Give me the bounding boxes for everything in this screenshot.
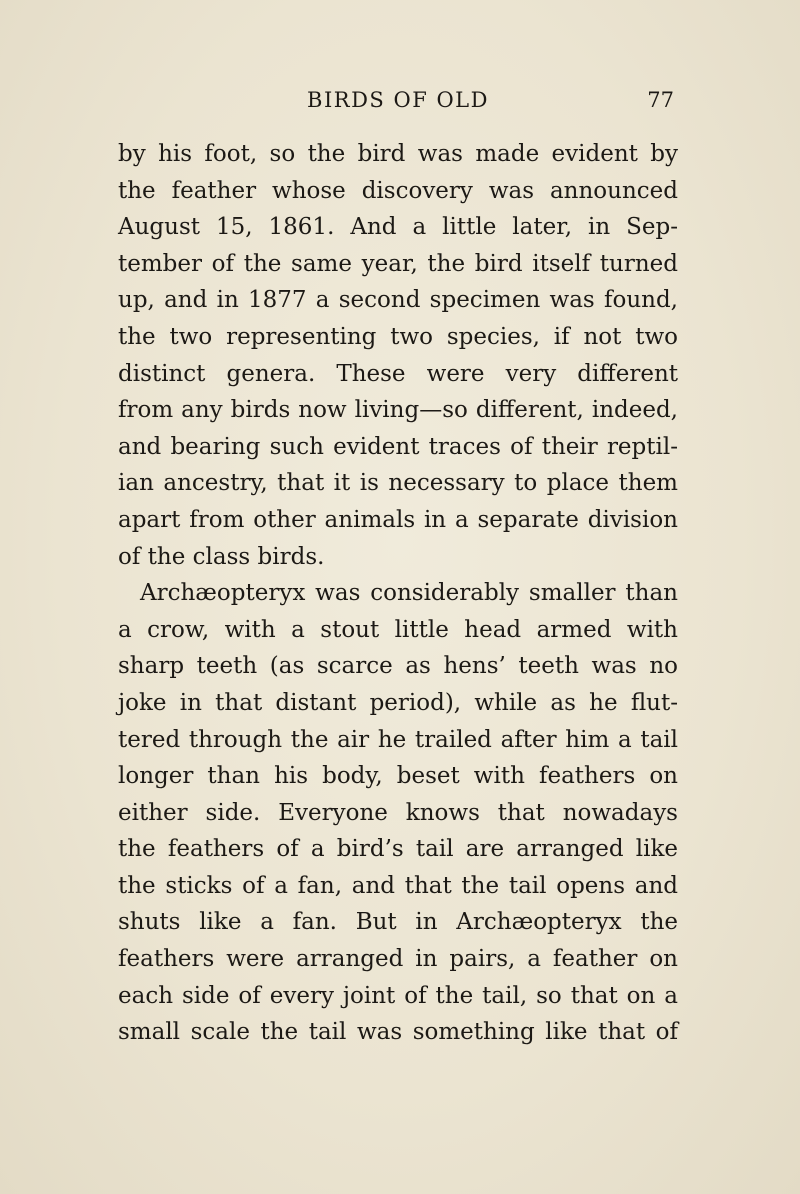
text-line: the sticks of a fan, and that the tail opens and <box>118 872 678 899</box>
text-line: up, and in 1877 a second specimen was found, <box>118 287 678 314</box>
text-line: either side. Everyone knows that nowadays <box>118 799 678 826</box>
text-line: each side of every joint of the tail, so that on a <box>118 982 678 1009</box>
text-line: joke in that distant period), while as he flut- <box>118 689 678 716</box>
text-line: sharp teeth (as scarce as hens’ teeth was no <box>118 653 678 680</box>
text-line: the feathers of a bird’s tail are arranged like <box>118 836 678 863</box>
text-line: feathers were arranged in pairs, a feather on <box>118 946 678 973</box>
text-line: the feather whose discovery was announced <box>118 177 678 204</box>
text-line: by his foot, so the bird was made evident by <box>118 141 678 167</box>
text-line: of the class birds. <box>118 543 325 570</box>
text-line: Archæopteryx was considerably smaller than <box>140 580 678 607</box>
text-line: tember of the same year, the bird itself turned <box>118 250 678 277</box>
text-line: tered through the air he trailed after him a tail <box>118 726 678 753</box>
page-number: 77 <box>647 88 674 112</box>
text-line: the two representing two species, if not two <box>118 323 678 350</box>
text-line: August 15, 1861. And a little later, in Sep- <box>118 214 678 241</box>
text-line: a crow, with a stout little head armed with <box>118 616 678 643</box>
running-title: BIRDS OF OLD <box>307 88 489 112</box>
text-line: ian ancestry, that it is necessary to place them <box>118 470 678 497</box>
text-line: apart from other animals in a separate division <box>118 506 678 533</box>
text-line: and bearing such evident traces of their reptil- <box>118 433 678 460</box>
paragraph-2 <box>118 575 678 1051</box>
text-line: small scale the tail was something like that of <box>118 1019 678 1046</box>
text-line: longer than his body, beset with feathers on <box>118 763 678 790</box>
text-line: shuts like a fan. But in Archæopteryx the <box>118 909 678 936</box>
running-head <box>118 88 678 118</box>
body-text <box>118 136 678 1051</box>
text-line: distinct genera. These were very different <box>118 360 678 387</box>
paragraph-1 <box>118 136 678 575</box>
text-line: from any birds now living—so different, indeed, <box>118 397 678 424</box>
